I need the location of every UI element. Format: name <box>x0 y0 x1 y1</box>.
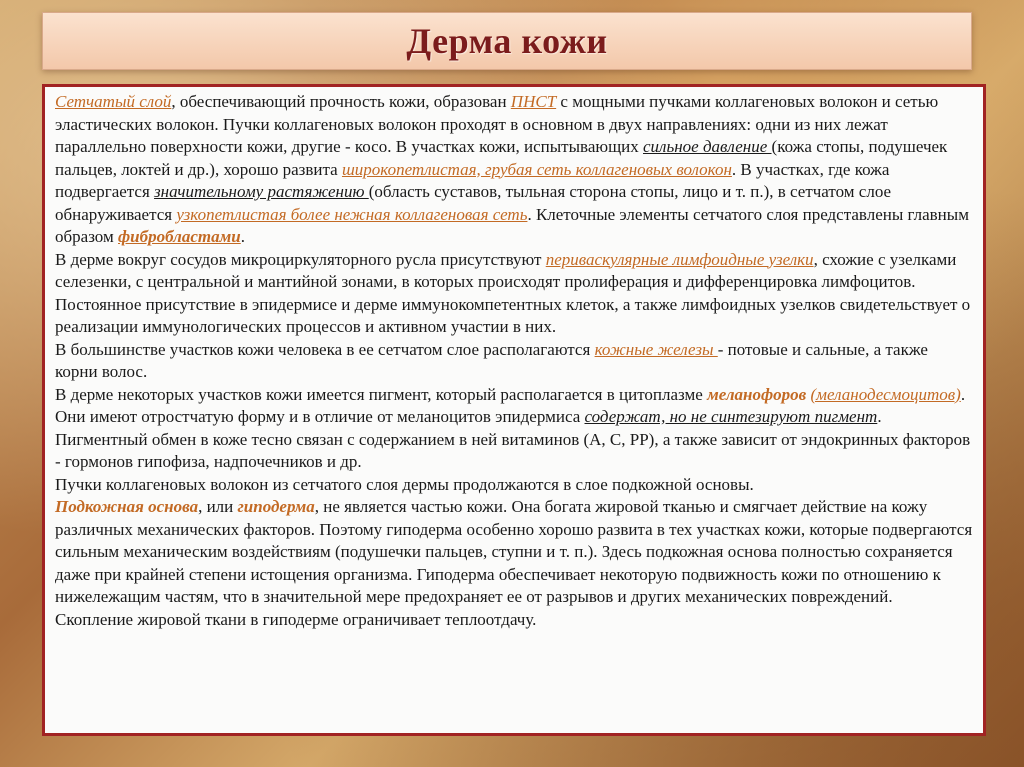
text-span: , схожие с узелками селезенки, с центральной и мантийной зонами, в которых происходят пролиферация и дифференцировка лимфоцитов. Постоянное присутствие в эпидермисе и дерме иммунокомпетентных клеток, а также лимфоидных узелков свидетельствует о реализации иммунологических процессов и активном участии в них. <box>55 249 971 336</box>
title-bar <box>42 12 972 70</box>
term-melanodesmocytes[interactable]: (меланодесмоцитов) <box>810 384 961 404</box>
term-perivascular-nodules[interactable]: периваскулярные лимфоидные узелки <box>545 249 814 269</box>
text-span: В дерме вокруг сосудов микроциркуляторного русла присутствуют <box>55 249 546 269</box>
paragraph-skin-glands <box>55 339 973 384</box>
term-subcutaneous-base: Подкожная основа <box>55 497 199 516</box>
content-panel <box>42 84 986 736</box>
text-span: , или <box>198 497 238 516</box>
paragraph-pigment <box>55 384 973 474</box>
term-melanophores: меланофоров <box>707 384 807 404</box>
text-span: . <box>240 227 246 246</box>
term-contain-not-synthesize: содержат, но не синтезируют пигмент <box>584 407 878 426</box>
term-significant-stretching: значительному растяжению <box>154 182 369 201</box>
text-span: , обеспечивающий прочность кожи, образован <box>171 92 511 111</box>
term-strong-pressure: сильное давление <box>643 137 772 156</box>
paragraph-hypodermis <box>55 496 973 631</box>
body-text <box>55 91 973 631</box>
text-span: - потовые и сальные, а также корни волос. <box>55 339 928 381</box>
term-skin-glands[interactable]: кожные железы <box>594 339 718 359</box>
paragraph-reticular-layer <box>55 91 973 249</box>
text-span: В большинстве участков кожи человека в ее сетчатом слое располагаются <box>55 339 595 359</box>
text-span: . В участках, где кожа подвергается <box>55 159 890 201</box>
text-span: . Клеточные элементы сетчатого слоя представлены главным образом <box>55 204 969 246</box>
term-narrow-loop-network[interactable]: узкопетлистая более нежная коллагеновая сеть <box>176 204 528 224</box>
text-span: с мощными пучками коллагеновых волокон и сетью эластических волокон. Пучки коллагеновых волокон проходят в основном в двух направлениях: одни из них лежат параллельно поверхности кожи, другие - косо. В участках кожи, испытывающих <box>55 92 939 156</box>
text-span: . Пигментный обмен в коже тесно связан с содержанием в ней витаминов (А, С, РР), а также зависит от эндокринных факторов - гормонов гипофиза, надпочечников и др. <box>55 407 971 471</box>
term-hypodermis: гиподерма <box>237 497 315 516</box>
page-title: Дерма кожи <box>406 21 608 61</box>
paragraph-collagen-bundles: Пучки коллагеновых волокон из сетчатого слоя дермы продолжаются в слое подкожной основы. <box>55 474 754 494</box>
paragraph-lymphoid-nodules <box>55 249 973 339</box>
text-span: (область суставов, тыльная сторона стопы, лицо и т. п.), в сетчатом слое обнаруживается <box>55 182 892 224</box>
text-span: , не является частью кожи. Она богата жировой тканью и смягчает действие на кожу различных механических факторов. Поэтому гиподерма особенно хорошо развита в тех участках кожи, которые подвергаются сильным механическим воздействиям (подушечки пальцев, ступни и т. п.). Здесь подкожная основа полностью сохраняется даже при крайней степени истощения организма. Гиподерма обеспечивает некоторую подвижность кожи по отношению к нижележащим частям, что в значительной мере предохраняет ее от разрывов и других механических повреждений. Скопление жировой ткани в гиподерме ограничивает теплоотдачу. <box>55 497 973 629</box>
text-span: . Они имеют отростчатую форму и в отличие от меланоцитов эпидермиса <box>55 384 966 426</box>
term-pnst[interactable]: ПНСТ <box>510 92 557 111</box>
text-span: В дерме некоторых участков кожи имеется пигмент, который располагается в цитоплазме <box>55 384 708 404</box>
term-wide-loop-network[interactable]: широкопетлистая, грубая сеть коллагеновых волокон <box>341 159 732 179</box>
text-span: (кожа стопы, подушечек пальцев, локтей и др.), хорошо развита <box>55 137 948 179</box>
term-reticular-layer[interactable]: Сетчатый слой <box>55 92 172 111</box>
term-fibroblasts[interactable]: фибробластами <box>118 227 241 246</box>
